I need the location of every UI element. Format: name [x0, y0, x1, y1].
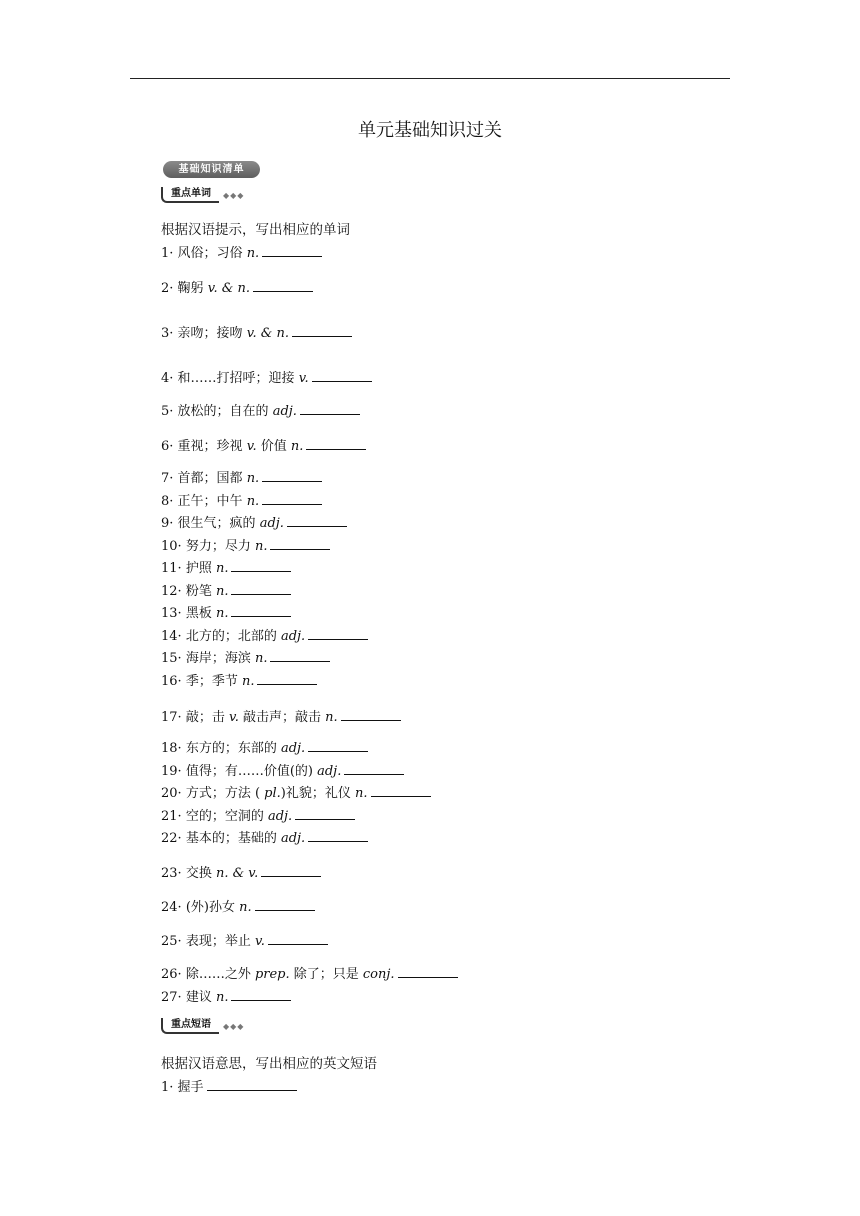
word-item — [161, 490, 322, 509]
part-of-speech: v. — [228, 710, 239, 725]
part-of-speech: n. — [215, 561, 229, 576]
part-of-speech: n. — [215, 584, 229, 599]
answer-blank[interactable] — [231, 583, 291, 595]
item-chinese-extra: )礼貌；礼仪 — [280, 786, 355, 801]
word-item — [161, 367, 372, 386]
item-chinese: 表现；举止 — [185, 934, 255, 949]
answer-blank[interactable] — [255, 899, 315, 911]
item-number: 5· — [161, 404, 178, 419]
part-of-speech: n. — [239, 900, 252, 915]
answer-blank[interactable] — [308, 830, 368, 842]
vocab-instruction: 根据汉语提示，写出相应的单词 — [161, 222, 350, 238]
word-item — [161, 896, 315, 915]
item-chinese: 除……之外 — [185, 967, 255, 982]
word-item — [161, 737, 368, 756]
word-item — [161, 760, 404, 779]
item-chinese-extra: 敲击声；敲击 — [238, 710, 326, 725]
part-of-speech: n. — [246, 471, 260, 486]
answer-blank[interactable] — [308, 740, 368, 752]
answer-blank[interactable] — [270, 650, 330, 662]
item-number: 15· — [161, 651, 186, 666]
item-number: 9· — [161, 516, 178, 531]
answer-blank[interactable] — [308, 628, 368, 640]
item-chinese: 空的；空洞的 — [185, 809, 268, 824]
answer-blank[interactable] — [287, 515, 347, 527]
item-chinese: 努力；尽力 — [185, 539, 255, 554]
answer-blank[interactable] — [253, 280, 313, 292]
top-rule — [130, 78, 730, 79]
answer-blank[interactable] — [231, 605, 291, 617]
answer-blank[interactable] — [231, 989, 291, 1001]
item-chinese: 护照 — [185, 561, 216, 576]
item-number: 13· — [161, 606, 186, 621]
part-of-speech: adj. — [259, 516, 284, 531]
word-item — [161, 512, 347, 531]
word-item — [161, 625, 368, 644]
item-chinese-extra: 除了；只是 — [289, 967, 363, 982]
part-of-speech: n. — [254, 539, 268, 554]
part-of-speech: adj. — [317, 764, 342, 779]
part-of-speech: n. — [290, 439, 304, 454]
item-number: 6· — [161, 439, 178, 454]
word-item — [161, 963, 458, 982]
answer-blank[interactable] — [295, 808, 355, 820]
item-chinese: 放松的；自在的 — [177, 404, 273, 419]
answer-blank[interactable] — [398, 966, 458, 978]
part-of-speech: n. — [355, 786, 368, 801]
part-of-speech: adj. — [272, 404, 297, 419]
answer-blank[interactable] — [262, 493, 322, 505]
item-chinese: 和……打招呼；迎接 — [177, 371, 299, 386]
part-of-speech: pl. — [264, 786, 281, 801]
item-chinese: 东方的；东部的 — [185, 741, 281, 756]
phrase-instruction: 根据汉语意思，写出相应的英文短语 — [161, 1056, 377, 1072]
item-number: 2· — [161, 281, 178, 296]
item-chinese: 建议 — [185, 990, 216, 1005]
part-of-speech: v. & n. — [207, 281, 250, 296]
part-of-speech: n. — [215, 606, 229, 621]
answer-blank[interactable] — [341, 709, 401, 721]
dots-icon: ◆◆◆ — [223, 1021, 245, 1031]
part-of-speech: v. & n. — [246, 326, 289, 341]
item-number: 25· — [161, 934, 186, 949]
item-chinese: 基本的；基础的 — [185, 831, 281, 846]
item-number: 22· — [161, 831, 186, 846]
word-item — [161, 930, 328, 949]
answer-blank[interactable] — [306, 438, 366, 450]
item-chinese-extra: 价值 — [256, 439, 291, 454]
part-of-speech: n. — [215, 990, 229, 1005]
word-item — [161, 467, 322, 486]
part-of-speech: adj. — [267, 809, 293, 824]
phrase-chinese: 1· 握手 — [161, 1080, 204, 1095]
word-item — [161, 580, 291, 599]
part-of-speech: adj. — [280, 629, 306, 644]
item-chinese: 季；季节 — [185, 674, 242, 689]
phrase-item — [161, 1076, 297, 1095]
part-of-speech: v. — [298, 371, 309, 386]
item-chinese: 海岸；海滨 — [185, 651, 255, 666]
item-number: 4· — [161, 371, 178, 386]
word-item — [161, 322, 352, 341]
part-of-speech: n. — [325, 710, 338, 725]
part-of-speech: n. — [246, 494, 260, 509]
vocab-header-label: 重点单词 — [161, 187, 219, 203]
word-item — [161, 535, 330, 554]
part-of-speech: n. — [241, 674, 255, 689]
word-item — [161, 670, 317, 689]
item-number: 18· — [161, 741, 186, 756]
item-number: 23· — [161, 866, 186, 881]
item-chinese: 重视；珍视 — [177, 439, 247, 454]
word-item — [161, 400, 360, 419]
item-number: 21· — [161, 809, 186, 824]
item-number: 24· — [161, 900, 186, 915]
item-number: 20· — [161, 786, 186, 801]
part-of-speech: v. — [254, 934, 265, 949]
item-chinese: (外)孙女 — [185, 900, 240, 915]
item-chinese: 交换 — [185, 866, 216, 881]
part-of-speech: n. & v. — [215, 866, 259, 881]
item-chinese: 北方的；北部的 — [185, 629, 281, 644]
item-number: 7· — [161, 471, 178, 486]
word-item — [161, 782, 431, 801]
answer-blank[interactable] — [262, 470, 322, 482]
part-of-speech: n. — [254, 651, 268, 666]
word-item — [161, 647, 330, 666]
item-chinese: 首都；国都 — [177, 471, 247, 486]
page-title: 单元基础知识过关 — [358, 120, 502, 141]
item-chinese: 方式；方法 ( — [185, 786, 265, 801]
item-chinese: 粉笔 — [185, 584, 216, 599]
answer-blank[interactable] — [344, 763, 404, 775]
word-item — [161, 242, 322, 261]
word-item — [161, 862, 321, 881]
answer-blank[interactable] — [292, 325, 352, 337]
part-of-speech: n. — [246, 246, 260, 261]
item-number: 12· — [161, 584, 186, 599]
item-number: 8· — [161, 494, 178, 509]
word-item — [161, 435, 366, 454]
word-item — [161, 805, 355, 824]
item-number: 16· — [161, 674, 186, 689]
word-item — [161, 277, 313, 296]
answer-blank[interactable] — [270, 538, 330, 550]
item-number: 26· — [161, 967, 186, 982]
answer-blank[interactable] — [371, 785, 431, 797]
item-number: 3· — [161, 326, 178, 341]
answer-blank[interactable] — [312, 370, 372, 382]
part-of-speech: adj. — [280, 831, 306, 846]
item-number: 14· — [161, 629, 186, 644]
item-number: 10· — [161, 539, 186, 554]
item-number: 17· — [161, 710, 186, 725]
answer-blank[interactable] — [231, 560, 291, 572]
answer-blank[interactable] — [261, 865, 321, 877]
part-of-speech: adj. — [280, 741, 306, 756]
word-item — [161, 827, 368, 846]
answer-blank[interactable] — [207, 1079, 297, 1091]
item-chinese: 敲；击 — [185, 710, 229, 725]
word-item — [161, 986, 291, 1005]
phrase-header-label: 重点短语 — [161, 1018, 219, 1034]
item-chinese: 很生气；疯的 — [177, 516, 260, 531]
phrase-subheader — [161, 1017, 244, 1035]
item-number: 11· — [161, 561, 186, 576]
word-item — [161, 602, 291, 621]
part-of-speech: conj. — [362, 967, 395, 982]
item-chinese: 正午；中午 — [177, 494, 247, 509]
part-of-speech: prep. — [254, 967, 290, 982]
dots-icon: ◆◆◆ — [223, 190, 245, 200]
vocab-subheader — [161, 186, 244, 204]
word-item — [161, 706, 401, 725]
item-chinese: 值得；有……价值(的) — [185, 764, 318, 779]
section-badge: 基础知识清单 — [163, 161, 260, 178]
word-item — [161, 557, 291, 576]
item-chinese: 鞠躬 — [177, 281, 208, 296]
part-of-speech: v. — [246, 439, 257, 454]
item-number: 1· — [161, 246, 178, 261]
answer-blank[interactable] — [300, 403, 360, 415]
answer-blank[interactable] — [257, 673, 317, 685]
item-number: 19· — [161, 764, 186, 779]
item-number: 27· — [161, 990, 186, 1005]
answer-blank[interactable] — [262, 245, 322, 257]
item-chinese: 黑板 — [185, 606, 216, 621]
answer-blank[interactable] — [268, 933, 328, 945]
item-chinese: 亲吻；接吻 — [177, 326, 247, 341]
item-chinese: 风俗；习俗 — [177, 246, 247, 261]
